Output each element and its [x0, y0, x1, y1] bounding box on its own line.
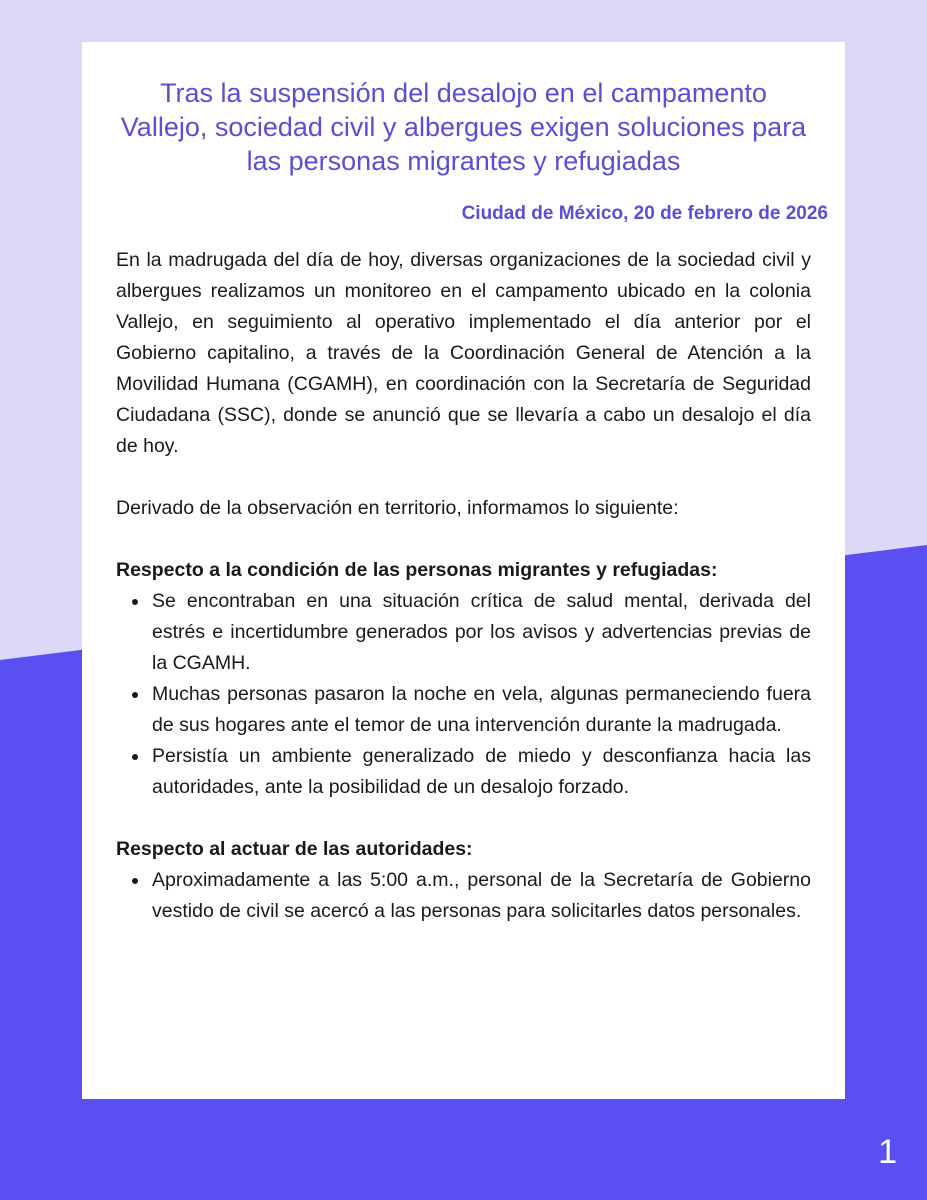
list-item: • Persistía un ambiente generalizado de miedo y desconfianza hacia las autoridades, ante la posibilidad de un desalojo forzado.	[150, 741, 811, 803]
list-item: • Aproximadamente a las 5:00 a.m., personal de la Secretaría de Gobierno vestido de civil se acercó a las personas para solicitarles datos personales.	[150, 865, 811, 927]
document-card	[82, 42, 845, 1099]
paragraph-spacer	[116, 524, 811, 555]
observation-paragraph: Derivado de la observación en territorio, informamos lo siguiente:	[116, 497, 679, 519]
section-heading: Respecto al actuar de las autoridades:	[116, 838, 473, 860]
intro-paragraph: En la madrugada del día de hoy, diversas organizaciones de la sociedad civil y albergues realizamos un monitoreo en el campamento ubicado en la colonia Vallejo, en seguimiento al operativo implementado el día anterior por el Gobierno capitalino, a través de la Coordinación General de Atención a la Movilidad Humana (CGAMH), en coordinación con la Secretaría de Seguridad Ciudadana (SSC), donde se anunció que se llevaría a cabo un desalojo el día de hoy.	[116, 249, 811, 457]
dateline: Ciudad de México, 20 de febrero de 2026	[461, 203, 828, 224]
list-item: • Se encontraban en una situación crítica de salud mental, derivada del estrés e incertidumbre generados por los avisos y advertencias previas de la CGAMH.	[150, 586, 811, 679]
paragraph-spacer	[116, 462, 811, 493]
section-condition	[116, 555, 811, 803]
document-title: Tras la suspensión del desalojo en el campamento Vallejo, sociedad civil y albergues exigen soluciones para las personas migrantes y refugiadas	[120, 78, 807, 176]
list-item: • Muchas personas pasaron la noche en vela, algunas permaneciendo fuera de sus hogares ante el temor de una intervención durante la madrugada.	[150, 679, 811, 741]
document-body	[116, 245, 811, 927]
section-heading: Respecto a la condición de las personas migrantes y refugiadas:	[116, 559, 718, 581]
page-number: 1	[878, 1133, 897, 1171]
paragraph-spacer	[116, 803, 811, 834]
bullet-list	[116, 865, 811, 927]
bullet-list	[116, 586, 811, 803]
section-authorities	[116, 834, 811, 927]
